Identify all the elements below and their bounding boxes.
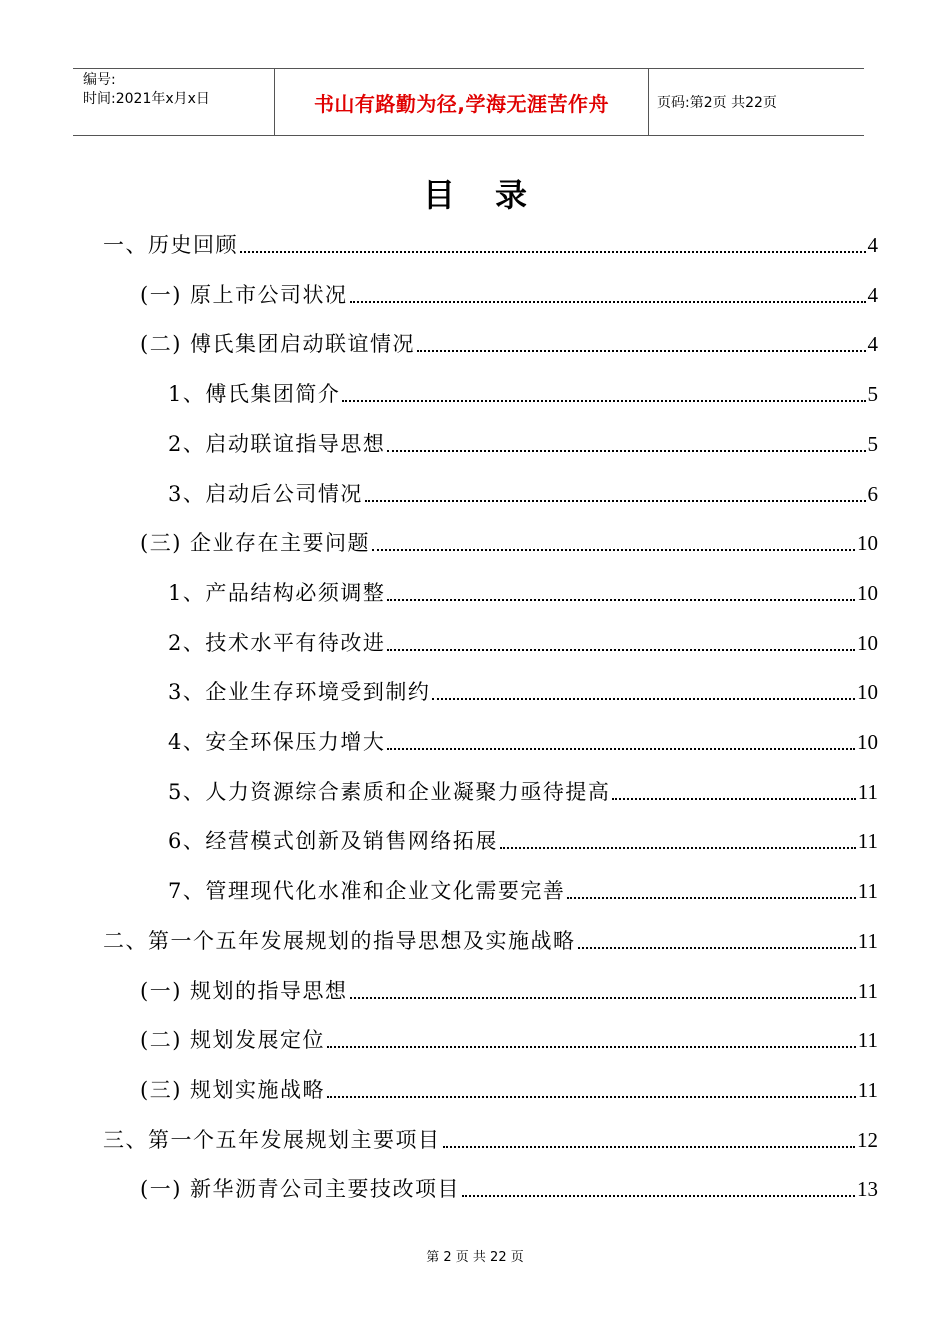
toc-dot-leader (432, 698, 855, 700)
toc-entry-label: 7、管理现代化水准和企业文化需要完善 (168, 879, 566, 904)
toc-dot-leader (387, 748, 855, 750)
toc-entry-label: 1、傅氏集团简介 (168, 382, 341, 407)
page-footer: 第 2 页 共 22 页 (426, 1250, 524, 1265)
toc-entry-page: 10 (857, 580, 878, 605)
toc-dot-leader (578, 947, 856, 949)
toc-entry-label: (一) 规划的指导思想 (140, 978, 348, 1003)
toc-entry-page: 10 (857, 531, 878, 556)
toc-entry-page: 5 (867, 431, 878, 456)
toc-entry[interactable] (168, 765, 878, 805)
toc-entry[interactable] (140, 1013, 878, 1053)
header-page-number: 页码:第2页 共22页 (657, 95, 777, 111)
toc-entry-label: 6、经营模式创新及销售网络拓展 (168, 829, 498, 854)
toc-entry-page: 5 (867, 382, 878, 407)
toc-entry-label: (二) 规划发展定位 (140, 1028, 326, 1053)
toc-entry-label: 2、启动联谊指导思想 (168, 431, 386, 456)
toc-dot-leader (500, 847, 856, 849)
toc-entry-page: 4 (867, 282, 878, 307)
toc-entry-page: 11 (857, 829, 878, 854)
toc-entry-label: 3、启动后公司情况 (168, 481, 363, 506)
page-header (73, 68, 864, 136)
toc-entry[interactable] (140, 1162, 878, 1202)
toc-entry-page: 11 (857, 978, 878, 1003)
toc-entry-label: 二、第一个五年发展规划的指导思想及实施战略 (103, 928, 576, 953)
header-slogan: 书山有路勤为径,学海无涯苦作舟 (313, 91, 610, 116)
toc-entry-label: (一) 原上市公司状况 (140, 282, 348, 307)
toc-entry[interactable] (168, 367, 878, 407)
toc-entry-page: 11 (857, 1028, 878, 1053)
toc-entry-label: 3、企业生存环境受到制约 (168, 680, 431, 705)
toc-entry[interactable] (168, 467, 878, 507)
toc-dot-leader (327, 1046, 856, 1048)
header-meta (73, 69, 275, 135)
toc-dot-leader (567, 897, 855, 899)
toc-entry-page: 11 (857, 928, 878, 953)
toc-entry[interactable] (140, 317, 878, 357)
toc-entry-page: 11 (857, 779, 878, 804)
toc-entry-page: 12 (857, 1127, 878, 1152)
toc-entry-label: 三、第一个五年发展规划主要项目 (103, 1127, 441, 1152)
toc-entry-page: 10 (857, 680, 878, 705)
toc-dot-leader (417, 350, 865, 352)
toc-entry-label: (三) 企业存在主要问题 (140, 531, 371, 556)
toc-dot-leader (350, 997, 856, 999)
toc-entry-page: 10 (857, 630, 878, 655)
toc-entry[interactable] (140, 516, 878, 556)
toc-entry[interactable] (168, 566, 878, 606)
toc-dot-leader (342, 400, 865, 402)
toc-entry[interactable] (140, 268, 878, 308)
toc-entry-label: 一、历史回顾 (103, 233, 238, 257)
header-page-info (649, 69, 864, 135)
toc-entry-label: 4、安全环保压力增大 (168, 730, 386, 754)
toc-entry-label: (一) 新华沥青公司主要技改项目 (140, 1177, 461, 1202)
document-time-label: 时间:2021年x月x日 (83, 91, 210, 107)
toc-entry[interactable] (168, 864, 878, 904)
toc-entry-page: 10 (857, 730, 878, 754)
toc-entry-page: 13 (857, 1177, 878, 1202)
toc-entry[interactable] (168, 616, 878, 656)
toc-dot-leader (365, 500, 866, 502)
toc-dot-leader (443, 1146, 856, 1148)
toc-entry-label: (二) 傅氏集团启动联谊情况 (140, 332, 416, 357)
toc-dot-leader (327, 1096, 856, 1098)
toc-entry[interactable] (168, 814, 878, 854)
toc-entry-label: (三) 规划实施战略 (140, 1077, 326, 1102)
toc-dot-leader (350, 301, 866, 303)
toc-entry-label: 5、人力资源综合素质和企业凝聚力亟待提高 (168, 779, 611, 804)
toc-dot-leader (240, 251, 866, 253)
toc-dot-leader (462, 1195, 855, 1197)
toc-entry-page: 11 (857, 1077, 878, 1102)
toc-entry[interactable] (168, 417, 878, 457)
toc-entry[interactable] (168, 665, 878, 705)
toc-entry-page: 6 (867, 481, 878, 506)
toc-dot-leader (387, 450, 865, 452)
toc-entry-page: 4 (867, 233, 878, 257)
toc-entry[interactable] (103, 1113, 878, 1153)
toc-entry[interactable] (103, 218, 878, 258)
toc-entry[interactable] (168, 715, 878, 755)
toc-dot-leader (612, 798, 855, 800)
toc-entry-label: 2、技术水平有待改进 (168, 630, 386, 655)
toc-dot-leader (387, 599, 855, 601)
toc-dot-leader (372, 549, 855, 551)
toc-entry-page: 4 (867, 332, 878, 357)
toc-entry[interactable] (103, 914, 878, 954)
toc-entry-page: 11 (857, 879, 878, 904)
toc-entry-label: 1、产品结构必须调整 (168, 580, 386, 605)
header-slogan-cell (275, 69, 649, 135)
toc-dot-leader (387, 649, 855, 651)
document-number-label: 编号: (83, 72, 116, 88)
toc-entry[interactable] (140, 1063, 878, 1103)
toc-title: 目录 (422, 176, 567, 214)
toc-entry[interactable] (140, 964, 878, 1004)
